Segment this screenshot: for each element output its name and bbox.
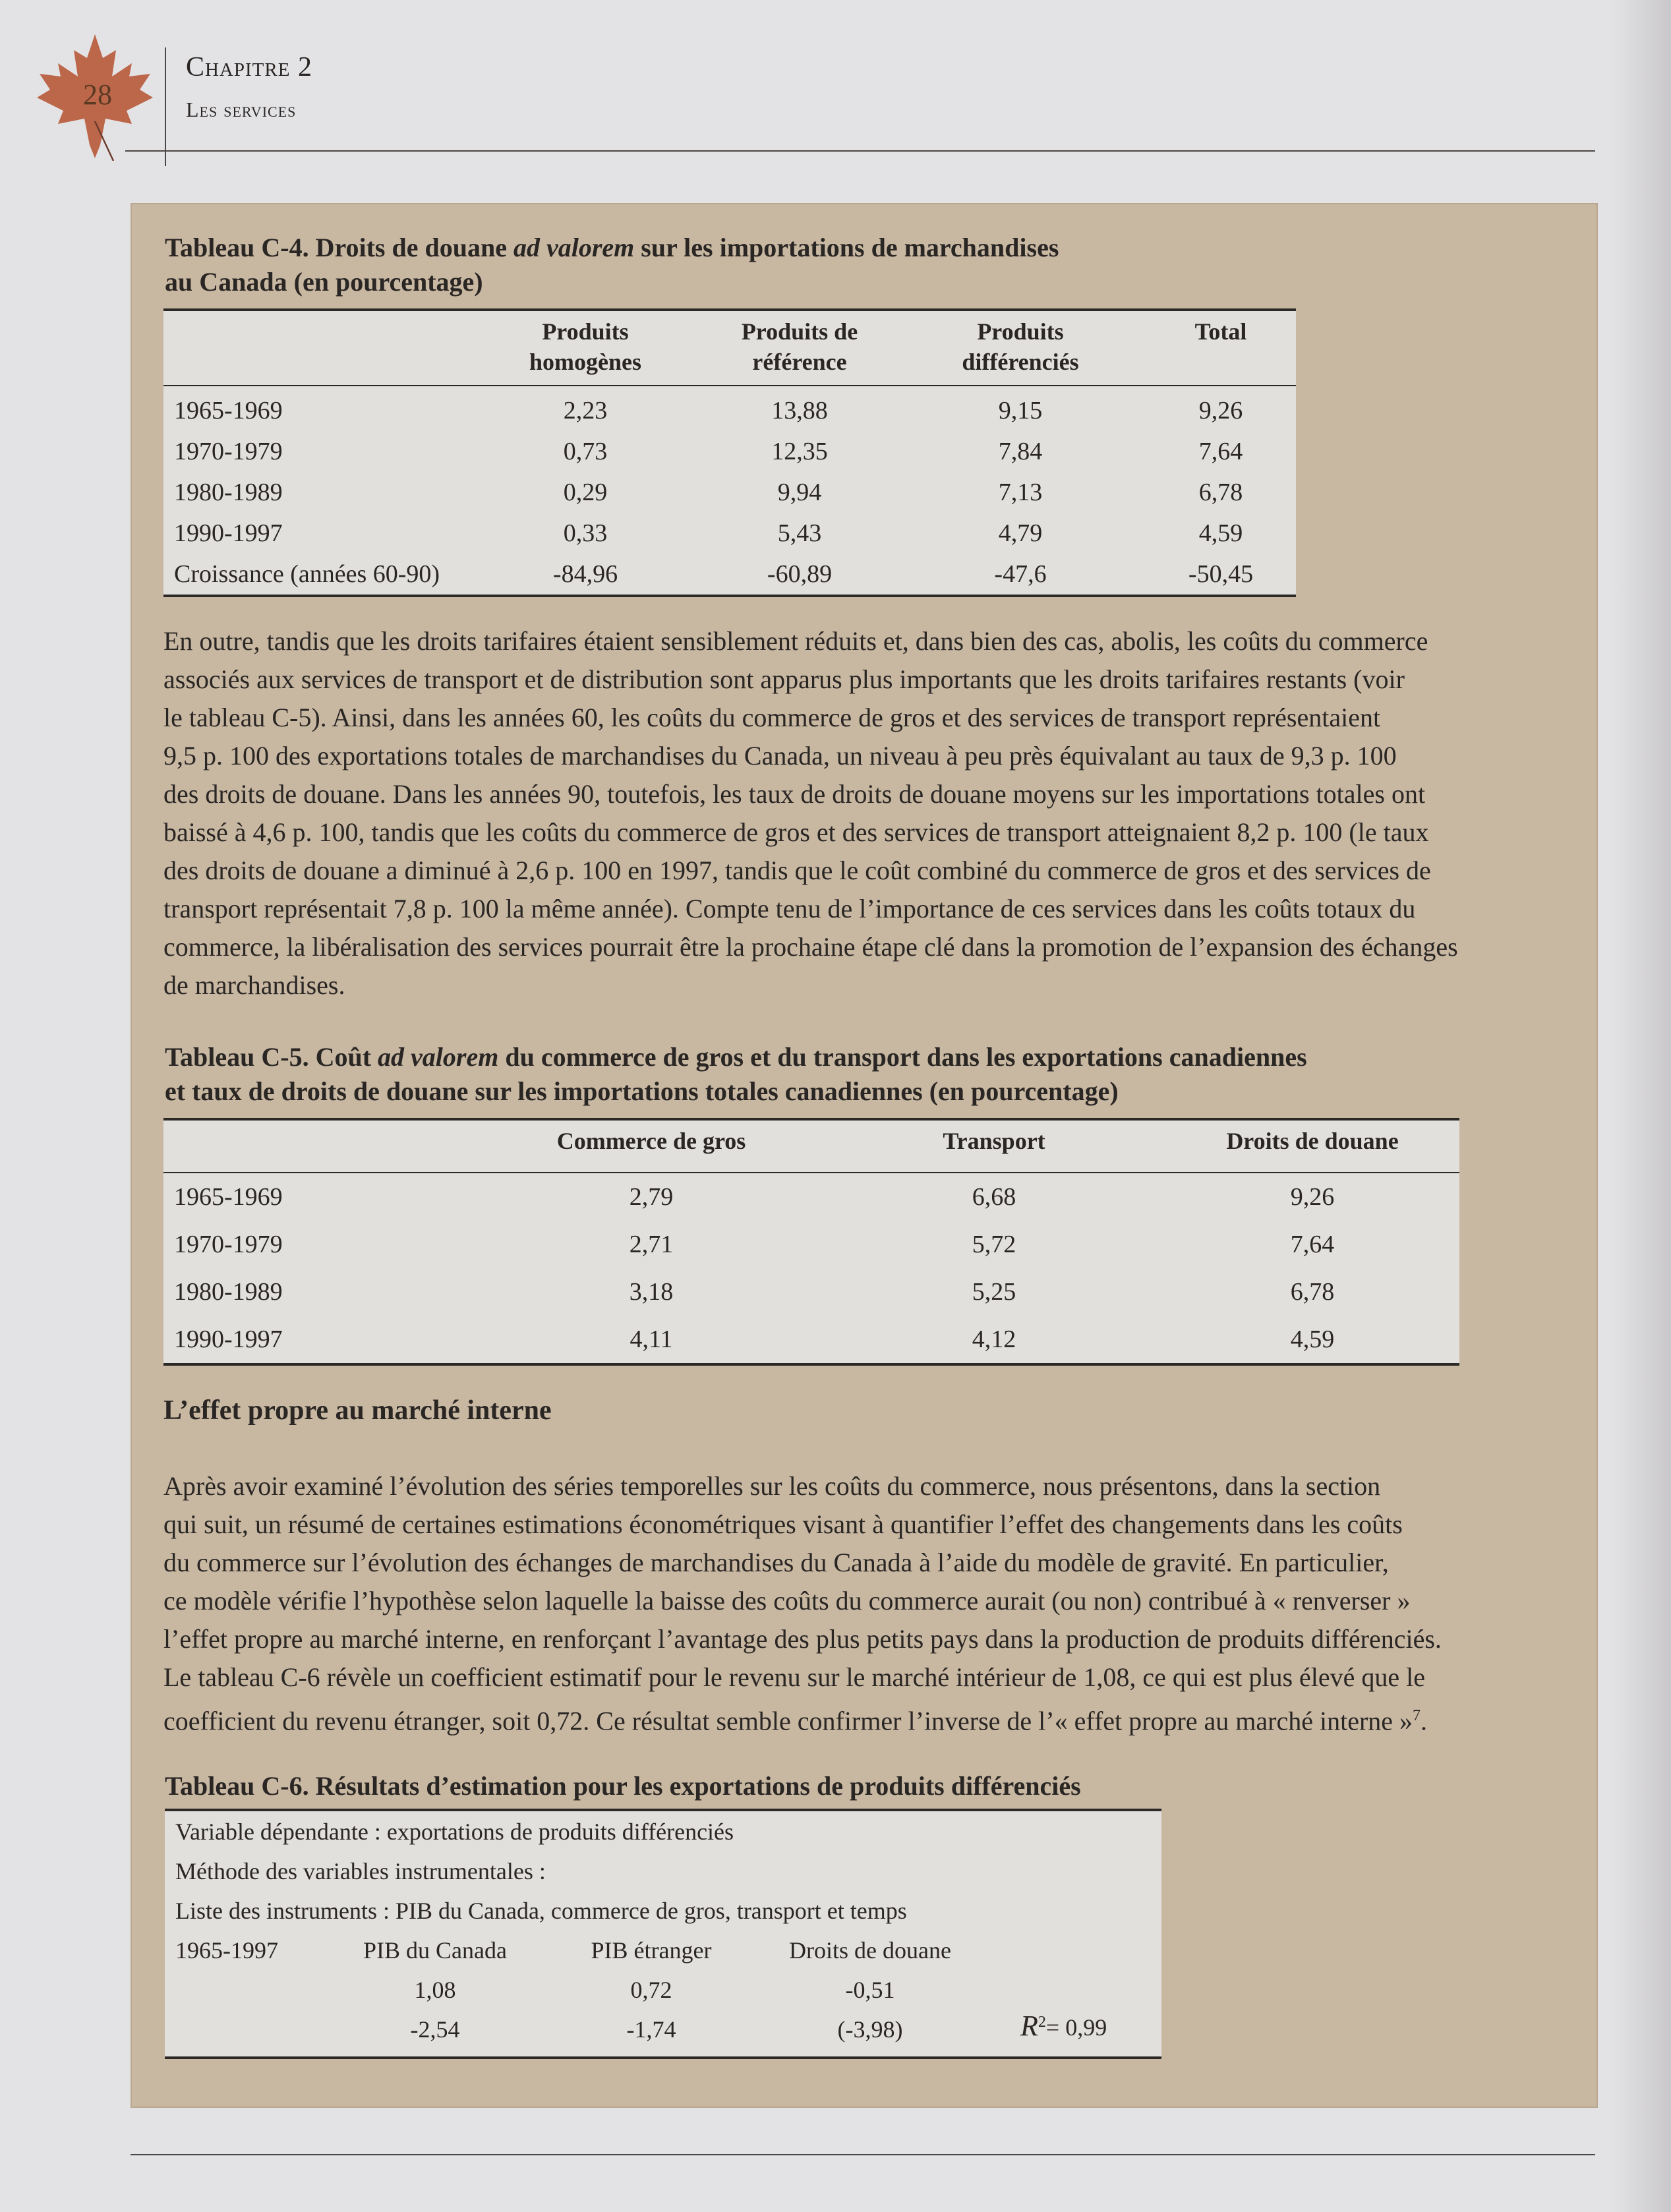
table-cell: 4,59	[1290, 1325, 1335, 1353]
table-cell: (-3,98)	[837, 2016, 903, 2043]
row-label: 1990-1997	[174, 1325, 283, 1353]
table-row	[163, 1173, 1459, 1221]
text-line: En outre, tandis que les droits tarifaires étaient sensiblement réduits et, dans bien des cas, abolis, les coûts du commerce	[163, 626, 1428, 656]
table-cell: 6,78	[1290, 1278, 1335, 1306]
table-header-cell: PIB étranger	[591, 1937, 712, 1964]
table-header-row	[163, 1119, 1459, 1173]
row-label: 1990-1997	[174, 519, 283, 547]
table-cell: 0,72	[630, 1977, 672, 2003]
table-cell: -1,74	[626, 2016, 676, 2043]
footer-rule	[131, 2154, 1595, 2155]
table-cell: 9,94	[777, 479, 822, 506]
table-c5	[163, 1118, 1459, 1366]
page-edge-shadow	[1612, 0, 1671, 2212]
period: 1965-1997	[175, 1937, 278, 1964]
table-header-cell: Produits de référence	[741, 318, 858, 375]
page-number: 28	[83, 78, 112, 111]
table-row	[163, 386, 1296, 431]
text-line: associés aux services de transport et de distribution sont apparus plus importants que les droits tarifaires restants (voir	[163, 664, 1405, 694]
instruments: Liste des instruments : PIB du Canada, commerce de gros, transport et temps	[175, 1898, 907, 1924]
table-c6	[165, 1809, 1161, 2059]
table-header-cell: Produits différenciés	[962, 318, 1079, 375]
header-rule	[125, 150, 1595, 152]
row-label: Croissance (années 60-90)	[174, 560, 440, 588]
text-line: coefficient du revenu étranger, soit 0,72. Ce résultat semble confirmer l’inverse de l’« effet propre au marché interne »$^7$.	[163, 1706, 1428, 1736]
row-label: 1970-1979	[174, 1231, 283, 1258]
table-row	[163, 1316, 1459, 1364]
row-label: 1965-1969	[174, 397, 283, 424]
table-cell: 2,71	[629, 1231, 674, 1258]
table-cell: 1,08	[414, 1977, 456, 2003]
table-row	[163, 431, 1296, 472]
table-cell: 6,68	[972, 1183, 1016, 1211]
table-cell: 7,84	[998, 438, 1043, 465]
table-cell: 5,43	[777, 519, 822, 547]
text-line: Le tableau C-6 révèle un coefficient estimatif pour le revenu sur le marché intérieur de 1,08, ce qui est plus élevé que le	[163, 1662, 1426, 1692]
row-label: 1980-1989	[174, 1278, 283, 1306]
table-cell: -50,45	[1188, 560, 1254, 588]
row-label: 1980-1989	[174, 479, 283, 506]
r-squared: $R^2= 0,99$	[1020, 2010, 1107, 2042]
row-label: 1965-1969	[174, 1183, 283, 1211]
table-row	[163, 1221, 1459, 1268]
text-line: commerce, la libéralisation des services pourrait être la prochaine étape clé dans la promotion de l’expansion des échanges	[163, 932, 1458, 962]
text-line: l’effet propre au marché interne, en renforçant l’avantage des plus petits pays dans la production de produits différenciés.	[163, 1624, 1442, 1654]
table-row	[163, 472, 1296, 513]
chapter-title: Chapitre 2	[186, 52, 312, 82]
table-cell: -2,54	[410, 2016, 460, 2043]
table-cell: 4,79	[998, 519, 1043, 547]
text-line: Après avoir examiné l’évolution des séries temporelles sur les coûts du commerce, nous présentons, dans la section	[163, 1471, 1381, 1501]
table-cell: 3,18	[629, 1278, 674, 1306]
text-line: des droits de douane. Dans les années 90, toutefois, les taux de droits de douane moyens sur les importations totales ont	[163, 779, 1426, 809]
table-cell: 4,59	[1198, 519, 1243, 547]
text-line: qui suit, un résumé de certaines estimations économétriques visant à quantifier l’effet des changements dans les coûts	[163, 1509, 1403, 1539]
table-cell: -84,96	[552, 560, 618, 588]
table-cell: 13,88	[771, 397, 828, 424]
table-c6-caption: Tableau C-6. Résultats d’estimation pour les exportations de produits différenciés	[165, 1771, 1081, 1801]
table-c5-caption: Tableau C-5. Coût ad valorem du commerce de gros et du transport dans les exportations canadiennes et taux de droits de douane sur les importations totales canadiennes (en pourcentage)	[165, 1042, 1307, 1106]
table-cell: 0,73	[563, 438, 608, 465]
table-cell: 12,35	[771, 438, 828, 465]
table-cell: 0,33	[563, 519, 608, 547]
table-cell: -47,6	[994, 560, 1047, 588]
table-cell: 0,29	[563, 479, 608, 506]
table-cell: 4,11	[630, 1325, 673, 1353]
text-line: du commerce sur l’évolution des échanges de marchandises du Canada à l’aide du modèle de gravité. En particulier,	[163, 1548, 1389, 1577]
table-cell: 5,25	[972, 1278, 1016, 1306]
table-header-cell: Total	[1194, 318, 1247, 345]
table-header-cell: Droits de douane	[789, 1937, 951, 1964]
table-cell: 4,12	[972, 1325, 1016, 1353]
table-row	[163, 513, 1296, 554]
table-header-row	[163, 310, 1296, 386]
table-header-cell: Commerce de gros	[556, 1128, 746, 1154]
table-cell: 7,64	[1198, 438, 1243, 465]
row-label: 1970-1979	[174, 438, 283, 465]
paragraph-2	[163, 1467, 1442, 1740]
table-cell: 2,23	[563, 397, 608, 424]
paragraph-1	[163, 622, 1458, 1004]
table-c4-caption: Tableau C-4. Droits de douane ad valorem sur les importations de marchandises au Canada (en pourcentage)	[165, 233, 1059, 297]
text-line: de marchandises.	[163, 970, 345, 1000]
table-row	[163, 554, 1296, 596]
table-cell: 9,15	[998, 397, 1043, 424]
header-vertical-rule	[165, 47, 166, 166]
table-header-cell	[163, 310, 480, 386]
section-title: Les services	[186, 98, 297, 121]
table-row	[163, 1268, 1459, 1316]
table-cell: -60,89	[767, 560, 833, 588]
dependent-variable: Variable dépendante : exportations de produits différenciés	[175, 1819, 734, 1845]
table-header-cell	[163, 1119, 480, 1173]
table-cell: 9,26	[1290, 1183, 1335, 1211]
text-line: baissé à 4,6 p. 100, tandis que les coûts du commerce de gros et des services de transport atteignaient 8,2 p. 100 (le taux	[163, 817, 1429, 847]
table-header-cell: PIB du Canada	[363, 1937, 507, 1964]
text-line: ce modèle vérifie l’hypothèse selon laquelle la baisse des coûts du commerce aurait (ou non) contribué à « renverser »	[163, 1586, 1411, 1615]
text-line: transport représentait 7,8 p. 100 la même année). Compte tenu de l’importance de ces services dans les coûts totaux du	[163, 894, 1416, 923]
table-header-cell: Droits de douane	[1226, 1128, 1399, 1154]
method: Méthode des variables instrumentales :	[175, 1858, 546, 1884]
text-line: des droits de douane a diminué à 2,6 p. 100 en 1997, tandis que le coût combiné du commerce de gros et des services de	[163, 856, 1431, 885]
footnote-marker: 7	[1413, 1707, 1421, 1724]
table-cell: -0,51	[845, 1977, 895, 2003]
table-cell: 7,64	[1290, 1231, 1335, 1258]
text-line: le tableau C-5). Ainsi, dans les années 60, les coûts du commerce de gros et des services de transport représentaient	[163, 703, 1381, 732]
table-c4	[163, 308, 1296, 597]
text-line: 9,5 p. 100 des exportations totales de marchandises du Canada, un niveau à peu près équivalant au taux de 9,3 p. 100	[163, 741, 1397, 771]
table-cell: 6,78	[1198, 479, 1243, 506]
table-header-cell: Produits homogènes	[529, 318, 641, 375]
table-cell: 2,79	[629, 1183, 674, 1211]
table-cell: 7,13	[998, 479, 1043, 506]
table-cell: 9,26	[1198, 397, 1243, 424]
table-header-cell: Transport	[943, 1128, 1045, 1154]
table-cell: 5,72	[972, 1231, 1016, 1258]
section-heading: L’effet propre au marché interne	[163, 1395, 552, 1426]
